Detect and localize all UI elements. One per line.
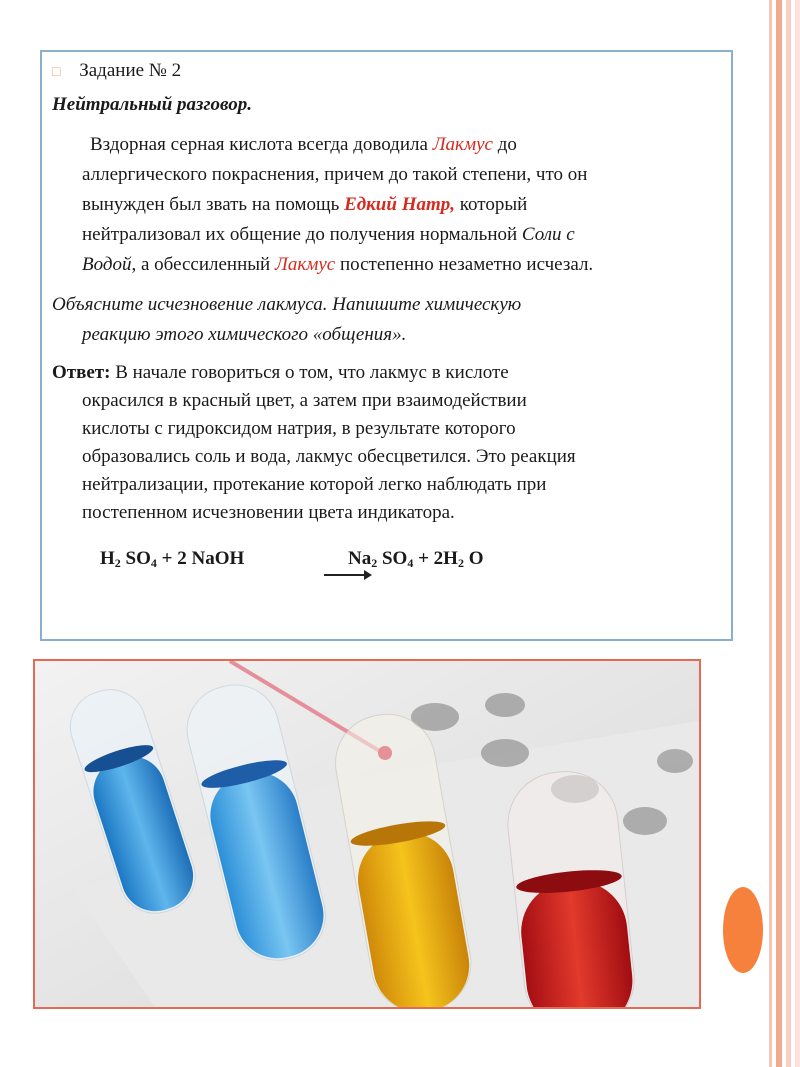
natr-word: Едкий Натр, (344, 194, 455, 215)
equation-left: $H_2$ $SO_4 + 2$ NaOH (100, 548, 245, 570)
answer-line-3: кислоты с гидроксидом натрия, в результате которого (82, 418, 516, 439)
decorative-stripes (764, 0, 800, 1067)
test-tubes-illustration (35, 661, 699, 1007)
story-line-3: вынужден был звать на помощь Едкий Натр, который (82, 194, 528, 215)
task-text-box (40, 50, 733, 641)
lakmus-word-2: Лакмус (274, 254, 336, 275)
bullet-icon: □ (52, 65, 61, 80)
answer-line-2: окрасился в красный цвет, а затем при взаимодействии (82, 390, 527, 411)
answer-label: Ответ: (52, 362, 111, 383)
story-line-5: Водой, а обессиленный Лакмус постепенно незаметно исчезал. (82, 254, 594, 275)
answer-line-5: нейтрализации, протекание которой легко наблюдать при (82, 474, 547, 495)
question-line-2: реакцию этого химического «общения». (82, 324, 407, 345)
decorative-dot (723, 887, 763, 973)
answer-line-6: постепенном исчезновении цвета индикатора. (82, 502, 455, 523)
story-line-4: нейтрализовал их общение до получения нормальной Соли с (82, 224, 575, 245)
equation-right: $Na_2$ $SO_4 + 2H_2$ O (348, 548, 484, 570)
task-title-line (52, 58, 181, 86)
story-line-2: аллергического покраснения, причем до такой степени, что он (82, 164, 588, 185)
story-line-1: Вздорная серная кислота всегда доводила Лакмус до (90, 134, 517, 155)
answer-line-1: Ответ: В начале говориться о том, что лакмус в кислоте (52, 362, 509, 383)
answer-line-4: образовались соль и вода, лакмус обесцветился. Это реакция (82, 446, 576, 467)
test-tubes-photo (33, 659, 701, 1009)
question-line-1: Объясните исчезновение лакмуса. Напишите химическую (52, 294, 522, 315)
lakmus-word: Лакмус (432, 134, 493, 155)
subtitle: Нейтральный разговор. (52, 94, 252, 115)
task-title: Задание № 2 (79, 60, 182, 81)
